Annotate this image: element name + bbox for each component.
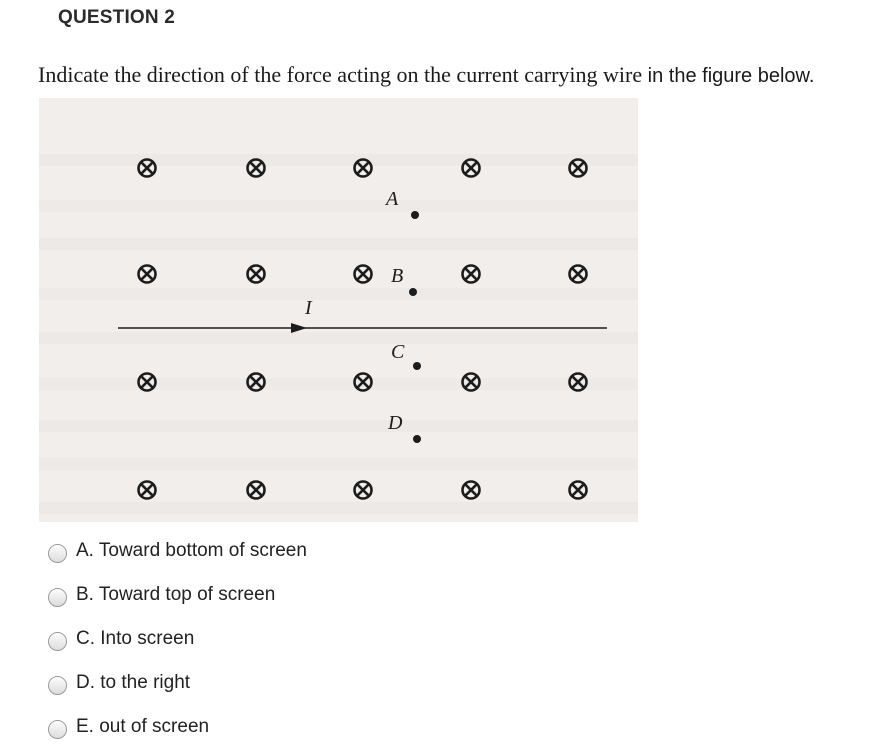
- point-b-dot: [409, 288, 417, 296]
- radio-button[interactable]: [48, 676, 67, 695]
- current-wire: [118, 323, 607, 333]
- radio-button[interactable]: [48, 632, 67, 651]
- point-d-label: D: [388, 412, 403, 434]
- question-text-end: in the figure below.: [642, 65, 815, 87]
- field-into-screen-icon: [355, 266, 372, 283]
- question-heading: QUESTION 2: [58, 7, 176, 28]
- texture-streak: [39, 502, 638, 514]
- figure-background-texture: [39, 154, 638, 514]
- point-d-dot: [413, 435, 421, 443]
- field-into-screen-icon: [463, 482, 480, 499]
- point-c-label: C: [391, 341, 405, 363]
- figure-drawing: [39, 98, 638, 522]
- current-label: I: [305, 297, 312, 319]
- texture-streak: [39, 332, 638, 344]
- answer-option-d[interactable]: [48, 668, 190, 698]
- radio-button[interactable]: [48, 544, 67, 563]
- answer-option-label: E. out of screen: [76, 716, 210, 737]
- answer-option-label: A. Toward bottom of screen: [76, 540, 307, 561]
- question-text-main: Indicate the direction of the force acting on the current carrying wire: [38, 62, 643, 87]
- point-b-label: B: [391, 265, 404, 287]
- question-text: [38, 62, 814, 88]
- answer-option-e[interactable]: [48, 712, 209, 742]
- current-arrow-icon: [291, 323, 307, 333]
- field-into-screen-icon: [139, 482, 156, 499]
- answer-option-c[interactable]: [48, 624, 194, 654]
- field-into-screen-icon: [570, 482, 587, 499]
- answer-option-label: B. Toward top of screen: [76, 584, 276, 605]
- field-into-screen-icon: [355, 482, 372, 499]
- point-a-label: A: [386, 188, 399, 210]
- answer-option-label: D. to the right: [76, 672, 191, 693]
- texture-streak: [39, 154, 638, 166]
- field-into-screen-icon: [248, 266, 265, 283]
- texture-streak: [39, 378, 638, 390]
- field-into-screen-icon: [570, 266, 587, 283]
- texture-streak: [39, 420, 638, 432]
- magnetic-field-figure: [39, 98, 638, 522]
- texture-streak: [39, 238, 638, 250]
- texture-streak: [39, 200, 638, 212]
- radio-button[interactable]: [48, 588, 67, 607]
- point-c-dot: [413, 362, 421, 370]
- field-into-screen-icon: [248, 482, 265, 499]
- answer-option-label: C. Into screen: [76, 628, 195, 649]
- radio-button[interactable]: [48, 720, 67, 739]
- answer-option-a[interactable]: [48, 536, 307, 566]
- field-into-screen-icon: [139, 266, 156, 283]
- point-c: [391, 341, 421, 370]
- field-into-screen-icon: [463, 266, 480, 283]
- point-a-dot: [411, 211, 419, 219]
- texture-streak: [39, 458, 638, 470]
- answer-option-b[interactable]: [48, 580, 275, 610]
- texture-streak: [39, 288, 638, 300]
